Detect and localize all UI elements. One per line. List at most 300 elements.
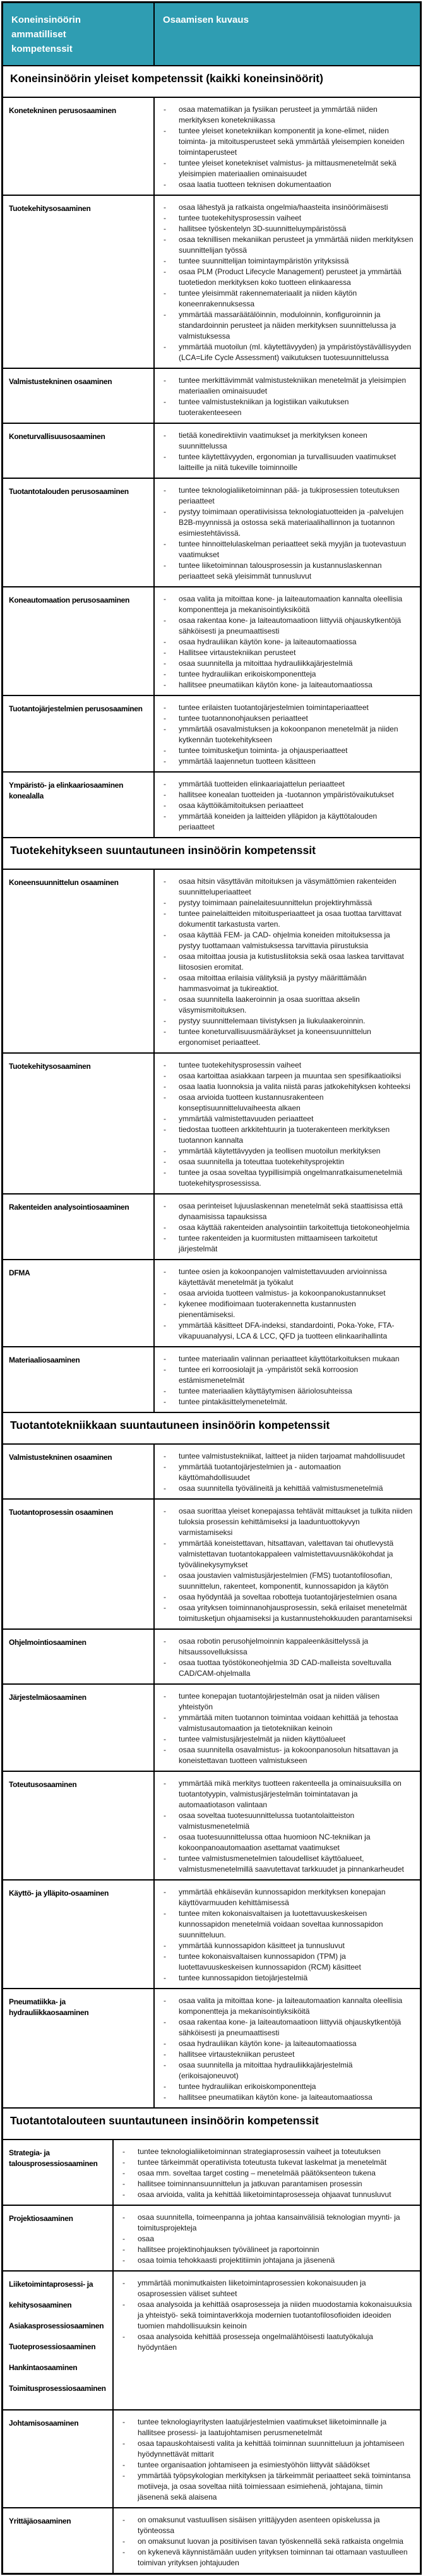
- row-label-line: Ympäristö- ja elinkaariosaaminen: [9, 781, 124, 790]
- bullet-item: [162, 1810, 415, 1832]
- row-description: [153, 1989, 420, 2107]
- bullet-dash: -: [122, 2158, 125, 2167]
- table-row: [3, 1259, 420, 1346]
- bullet-text: tuntee merkittävimmät valmistustekniikan menetelmät ja yleisimpien materiaalien ominaisuudet: [179, 376, 407, 395]
- bullet-item: [162, 1222, 415, 1233]
- bullet-text: tuntee tärkeimmät operatiivista toteutusta tukevat laskelmat ja menetelmät: [138, 2158, 387, 2167]
- bullet-dash: -: [164, 1223, 166, 1232]
- bullet-text: tuntee valmistusjärjestelmät ja niiden käyttöalueet: [179, 1735, 346, 1743]
- bullet-text: tuntee ja osaa soveltaa tyypillisimpiä ongelmanratkaisumenetelmiä tuotekehitysprosessissa.: [179, 1168, 403, 1188]
- bullet-item: [121, 2515, 415, 2536]
- bullet-text: osaa matematiikan ja fysiikan perusteet ja ymmärtää niiden merkityksen konetekniikassa: [179, 105, 378, 124]
- row-label: [3, 587, 153, 695]
- row-label-line: Järjestelmäosaaminen: [9, 1693, 86, 1702]
- row-label-line: Tuotekehitysosaaminen: [9, 1062, 91, 1071]
- bullet-text: tuntee yleiset konetekniikan komponentit ja kone-elimet, niiden toiminta- ja mitoitusperusteet sekä ymmärtää yleisempien koneiden toimintaperusteet: [179, 126, 405, 157]
- bullet-item: [121, 2179, 415, 2189]
- bullet-item: [162, 1157, 415, 1167]
- bullet-item: [162, 745, 415, 756]
- bullet-text: pystyy suunnittelemaan tiivistyksen ja liukulaakeroinnin.: [179, 1016, 366, 1025]
- bullet-dash: -: [164, 1027, 166, 1036]
- bullet-dash: -: [164, 714, 166, 723]
- bullet-item: [162, 800, 415, 811]
- bullet-item: [162, 310, 415, 342]
- bullet-text: tuntee yleisimmät rakennemateriaalit ja niiden käytön koneenrakennuksessa: [179, 289, 357, 308]
- table-row: [3, 771, 420, 837]
- bullet-text: osaa mitoittaa erilaisia välityksiä ja pystyy määrittämään hammasvoimat ja tukireaktiot.: [179, 973, 367, 993]
- bullet-dash: -: [164, 909, 166, 918]
- row-label-line: Käyttö- ja ylläpito-osaaminen: [9, 1889, 109, 1898]
- row-label-line: Koneautomaation perusosaaminen: [9, 596, 130, 605]
- bullet-item: [121, 2255, 415, 2266]
- bullet-text: hallitsee työskentelyn 3D-suunnitteluympäristössä: [179, 224, 347, 233]
- row-description: [153, 1054, 420, 1193]
- bullet-text: ymmärtää massaräätälöinnin, moduloinnin, konfiguroinnin ja standardoinnin perusteet ja näiden merkityksen suunnittelussa ja valmistuksessa: [179, 310, 396, 340]
- bullet-text: tuntee materiaalien käyttäytymisen ääriolosuhteissa: [179, 1387, 352, 1395]
- bullet-text: ymmärtää koneistettavan, hitsattavan, valettavan tai ohutlevystä valmistettavan tuotantokappaleen valmistettavuusnäkökohdat ja työvälinekysymykset: [179, 1539, 394, 1569]
- row-label-line: Toimitusprosessiosaaminen: [9, 2384, 106, 2393]
- bullet-item: [121, 2146, 415, 2157]
- bullet-item: [162, 1016, 415, 1026]
- bullet-item: [162, 430, 415, 452]
- bullet-dash: -: [164, 1941, 166, 1950]
- table-row: [3, 2507, 420, 2573]
- bullet-dash: -: [164, 1484, 166, 1493]
- bullet-dash: -: [164, 1854, 166, 1863]
- bullet-text: osaa arvioida tuotteen valmistus- ja kokoonpanokustannukset: [179, 1289, 386, 1297]
- bullet-dash: -: [122, 2332, 125, 2341]
- bullet-dash: -: [164, 1779, 166, 1788]
- bullet-text: tuntee painelaitteiden mitoitusperiaatteet ja osaa tuottaa tarvittavat dokumentit tarkastusta varten.: [179, 909, 402, 929]
- bullet-dash: -: [164, 877, 166, 886]
- bullet-text: ymmärtää osavalmistuksen ja kokoonpanon menetelmät ja niiden kytkennän tuotekehitykseen: [179, 725, 398, 744]
- row-description: [153, 1772, 420, 1879]
- bullet-text: osaa kartoittaa asiakkaan tarpeen ja muuntaa sen spesifikaatioiksi: [179, 1071, 402, 1080]
- bullet-text: osaa käyttää rakenteiden analysointiin tarkoitettuja tietokoneohjelmia: [179, 1223, 410, 1232]
- bullet-text: hallitsee virtaustekniikan perusteet: [179, 2050, 295, 2059]
- table-row: [3, 1193, 420, 1259]
- bullet-dash: -: [164, 126, 166, 135]
- bullet-item: [162, 179, 415, 190]
- bullet-dash: -: [164, 224, 166, 233]
- row-description: [153, 696, 420, 771]
- bullet-item: [162, 1233, 415, 1255]
- bullet-dash: -: [164, 637, 166, 646]
- bullet-text: osaa valita ja mitoittaa kone- ja laiteautomaation kannalta oleellisia komponentteja ja mekanisointiyksiköitä: [179, 594, 403, 614]
- bullet-text: osaa robotin perusohjelmoinnin kappaleenkäsittelyssä ja hitsaussovelluksissa: [179, 1637, 369, 1656]
- bullet-item: [162, 1778, 415, 1810]
- bullet-text: osaa teknillisen mekaniikan perusteet ja ymmärtää niiden merkityksen suunnittelijan työssä: [179, 235, 414, 255]
- bullet-item: [162, 658, 415, 669]
- bullet-dash: -: [164, 746, 166, 755]
- row-description: [153, 1347, 420, 1412]
- bullet-item: [162, 2049, 415, 2060]
- bullet-text: Hallitsee virtaustekniikan perusteet: [179, 648, 296, 657]
- row-label-line: hydrauliikkaosaaminen: [9, 2008, 89, 2017]
- bullet-text: tuntee osien ja kokoonpanojen valmistettavuuden arvioinnissa käytettävät menetelmät ja työkalut: [179, 1267, 387, 1287]
- bullet-item: [162, 288, 415, 310]
- bullet-dash: -: [164, 1909, 166, 1918]
- bullet-item: [162, 973, 415, 994]
- bullet-item: [121, 2417, 415, 2438]
- bullet-item: [121, 2332, 415, 2353]
- bullet-item: [162, 1832, 415, 1853]
- table-row: [3, 1683, 420, 1771]
- competence-table: [1, 1, 422, 2575]
- bullet-text: hallitsee konealan tuotteiden ja -tuotannon ympäristövaikutukset: [179, 790, 394, 799]
- bullet-dash: -: [164, 1082, 166, 1091]
- bullet-text: osaa perinteiset lujuuslaskennan menetelmät sekä staattisissa että dynaamisissa tapauksissa: [179, 1201, 403, 1221]
- bullet-item: [162, 485, 415, 507]
- table-row: [3, 1498, 420, 1628]
- bullet-item: [162, 594, 415, 615]
- bullet-text: osaa hydrauliikan käytön kone- ja laiteautomaatiossa: [179, 637, 357, 646]
- bullet-text: pystyy toimimaan operatiivisissa teknologiatuotteiden ja -palvelujen B2B-myynnissä ja ostossa sekä materiaalihallinnon ja tuotannon esimiestehtävissä.: [179, 507, 404, 538]
- bullet-item: [162, 560, 415, 582]
- bullet-item: [121, 2234, 415, 2244]
- row-label: [3, 196, 153, 368]
- bullet-dash: -: [164, 1735, 166, 1743]
- bullet-item: [162, 1071, 415, 1081]
- bullet-dash: -: [164, 680, 166, 689]
- bullet-text: tuntee eri korroosiolajit ja -ympäristöt sekä korroosion estämismenetelmät: [179, 1365, 359, 1385]
- row-description: [153, 1881, 420, 1988]
- row-label-line: Tuotantotalouden perusosaaminen: [9, 487, 129, 496]
- row-label-line: Ohjelmointiosaaminen: [9, 1638, 86, 1647]
- bullet-dash: -: [164, 703, 166, 712]
- bullet-item: [162, 1146, 415, 1157]
- bullet-dash: -: [164, 616, 166, 625]
- bullet-dash: -: [164, 930, 166, 939]
- bullet-item: [162, 2092, 415, 2103]
- bullet-dash: -: [122, 2256, 125, 2265]
- bullet-item: [121, 2460, 415, 2471]
- bullet-dash: -: [164, 507, 166, 516]
- row-label-line: Tuoteprosessiosaaminen: [9, 2342, 96, 2351]
- bullet-text: hallitsee projektinohjauksen työvälineet ja raportoinnin: [138, 2245, 319, 2254]
- bullet-text: osaa hyödyntää ja soveltaa robotteja tuotantojärjestelmien osana: [179, 1592, 397, 1601]
- row-label: [3, 1195, 153, 1259]
- bullet-item: [162, 647, 415, 658]
- row-label-line: Liiketoimintaprosessi- ja: [9, 2280, 93, 2289]
- bullet-item: [121, 2438, 415, 2460]
- row-label-line: Asiakasprosessiosaaminen: [9, 2321, 104, 2330]
- bullet-dash: -: [122, 2548, 125, 2556]
- row-label-line: Konetekninen perusosaaminen: [9, 106, 116, 115]
- bullet-item: [162, 2017, 415, 2038]
- bullet-item: [162, 790, 415, 800]
- header-title-line: Koneinsinöörin: [11, 15, 81, 25]
- bullet-text: ymmärtää käytettävyyden ja teollisen muotoilun merkityksen: [179, 1147, 381, 1155]
- row-label: [3, 2508, 112, 2573]
- bullet-item: [162, 539, 415, 560]
- bullet-text: tuntee erilaisten tuotantojärjestelmien toimintaperiaatteet: [179, 703, 369, 712]
- bullet-dash: -: [164, 1637, 166, 1646]
- bullet-dash: -: [164, 1299, 166, 1308]
- bullet-dash: -: [164, 180, 166, 189]
- section-rows: [3, 2140, 420, 2573]
- bullet-item: [121, 2278, 415, 2299]
- bullet-dash: -: [164, 539, 166, 548]
- row-label: [3, 696, 153, 771]
- row-label-line: Johtamisosaaminen: [9, 2419, 79, 2428]
- bullet-dash: -: [164, 1592, 166, 1601]
- bullet-text: osaa käyttää FEM- ja CAD- ohjelmia koneiden mitoituksessa ja pystyy tuottamaan valmistuksessa tarvittavia piirustuksia: [179, 930, 390, 950]
- bullet-dash: -: [164, 1387, 166, 1395]
- bullet-item: [121, 2212, 415, 2234]
- bullet-text: tuntee materiaalin valinnan periaatteet käyttötarkoituksen mukaan: [179, 1354, 400, 1363]
- bullet-text: ymmärtää käsitteet DFA-indeksi, standardointi, Poka-Yoke, FTA-vikapuuanalyysi, LCA & LCC, QFD ja tuotteen elinkaarihallinta: [179, 1321, 395, 1340]
- bullet-item: [162, 898, 415, 908]
- bullet-dash: -: [164, 779, 166, 788]
- bullet-dash: -: [164, 235, 166, 244]
- bullet-dash: -: [164, 1603, 166, 1612]
- bullet-text: tuntee teknologialiiketoiminnan pää- ja tukiprosessien toteutuksen periaatteet: [179, 486, 400, 505]
- row-label: [3, 1772, 153, 1879]
- bullet-item: [162, 1081, 415, 1092]
- bullet-dash: -: [164, 594, 166, 603]
- row-label: [3, 773, 153, 837]
- bullet-text: tuntee yleiset konetekniset valmistus- ja mittausmenetelmät sekä yleisimpien materiaalien ominaisuudet: [179, 159, 396, 178]
- row-label-line: Rakenteiden analysointiosaaminen: [9, 1203, 129, 1212]
- bullet-item: [162, 724, 415, 745]
- row-label: [3, 1881, 153, 1988]
- bullet-item: [162, 1483, 415, 1494]
- bullet-dash: -: [164, 757, 166, 766]
- bullet-item: [162, 452, 415, 473]
- row-label-line: Toteutusosaaminen: [9, 1780, 77, 1789]
- bullet-item: [162, 1853, 415, 1875]
- row-label-line: Tuotekehitysosaaminen: [9, 204, 91, 213]
- bullet-text: osaa suunnitella osavalmistus- ja kokoonpanosolun hitsattavan ja koneistettavan tuotteen valmistukseen: [179, 1745, 398, 1765]
- competence-section: [3, 837, 420, 1412]
- bullet-item: [162, 1092, 415, 1114]
- bullet-text: tuntee hydrauliikan erikoiskomponentteja: [179, 670, 316, 678]
- row-label: [3, 1054, 153, 1193]
- bullet-item: [162, 930, 415, 951]
- bullet-item: [162, 2038, 415, 2049]
- bullet-item: [162, 1462, 415, 1483]
- row-label-line: Valmistustekninen osaaminen: [9, 1453, 112, 1462]
- bullet-dash: -: [164, 995, 166, 1004]
- table-row: [3, 1346, 420, 1412]
- header-description-title: Osaamisen kuvaus: [163, 15, 249, 25]
- row-description: [153, 479, 420, 586]
- bullet-item: [162, 756, 415, 767]
- row-description: [153, 1685, 420, 1771]
- bullet-item: [162, 1288, 415, 1299]
- bullet-item: [162, 876, 415, 898]
- bullet-text: ymmärtää tuotteiden elinkaariajattelun periaatteet: [179, 779, 345, 788]
- row-description: [153, 196, 420, 368]
- bullet-item: [162, 951, 415, 973]
- bullet-text: osaa joustavien valmistusjärjestelmien (FMS) tuotantofilosofian, suunnittelun, rakenteet, komponentit, kunnossapidon ja käytön: [179, 1571, 393, 1591]
- bullet-item: [162, 1026, 415, 1048]
- bullet-item: [162, 2060, 415, 2081]
- bullet-dash: -: [164, 1168, 166, 1177]
- bullet-text: ymmärtää monimutkaisten liiketoimintaprosessien kokonaisuuden ja osaprosessien väliset suhteet: [138, 2278, 366, 2298]
- row-label-line: Hankintaosaaminen: [9, 2363, 78, 2372]
- bullet-dash: -: [164, 2093, 166, 2102]
- bullet-item: [121, 2168, 415, 2179]
- bullet-item: [162, 1267, 415, 1288]
- competence-section: [3, 65, 420, 837]
- bullet-text: tuntee kunnossapidon tietojärjestelmiä: [179, 1973, 308, 1982]
- bullet-dash: -: [164, 1354, 166, 1363]
- bullet-dash: -: [164, 1289, 166, 1297]
- bullet-item: [162, 2081, 415, 2092]
- bullet-dash: -: [164, 376, 166, 385]
- bullet-text: osaa suunnitella, toimeenpanna ja johtaa kansainvälisiä teknologian myynti- ja toimitusprojekteja: [138, 2213, 400, 2232]
- bullet-text: ymmärtää mikä merkitys tuotteen rakenteella ja ominaisuuksilla on tuotantotyypin, valmistusjärjestelmän toimintatavan ja automaatiotason valintaan: [179, 1779, 402, 1809]
- bullet-item: [162, 908, 415, 930]
- bullet-text: tuntee rakenteiden ja kuormitusten mittaamiseen tarkoitetut järjestelmät: [179, 1234, 378, 1253]
- row-label: [3, 1500, 153, 1628]
- bullet-item: [162, 104, 415, 126]
- bullet-item: [162, 1592, 415, 1603]
- bullet-dash: -: [164, 2018, 166, 2026]
- bullet-text: tuntee miten kokonaisvaltaisen ja luotettavuuskeskeisen kunnossapidon menetelmiä voidaan soveltaa kunnossapidon suunnitteluun.: [179, 1909, 383, 1939]
- bullet-dash: -: [164, 1321, 166, 1330]
- bullet-dash: -: [164, 801, 166, 810]
- bullet-text: ymmärtää ehkäisevän kunnossapidon merkityksen konepajan käyttövarmuuden kehittämisessä: [179, 1887, 386, 1907]
- table-row: [3, 2270, 420, 2409]
- bullet-dash: -: [164, 1016, 166, 1025]
- bullet-text: ymmärtää muotoilun (ml. käytettävyyden) ja ympäristöystävällisyyden (LCA=Life Cycle Assessment) vaikutuksen tuotesuunnittelussa: [179, 342, 412, 362]
- bullet-item: [121, 2157, 415, 2168]
- bullet-item: [162, 267, 415, 288]
- bullet-item: [162, 779, 415, 790]
- bullet-text: tuntee teknologialiiketoiminnan strategiaprosessin vaiheet ja toteutuksen: [138, 2147, 381, 2156]
- bullet-text: osaa valita ja mitoittaa kone- ja laiteautomaation kannalta oleellisia komponentteja ja mekanisointiyksiköitä: [179, 1996, 403, 2016]
- bullet-text: osaa soveltaa tuotesuunnittelussa tuotantolaitteiston valmistusmenetelmiä: [179, 1811, 355, 1831]
- table-row: [3, 1879, 420, 1988]
- bullet-text: ymmärtää koneiden ja laitteiden ylläpidon ja käyttötalouden periaatteet: [179, 812, 378, 831]
- bullet-dash: -: [164, 1365, 166, 1374]
- bullet-item: [162, 1397, 415, 1407]
- row-description: [112, 2508, 420, 2573]
- bullet-text: osaa laatia tuotteen teknisen dokumentaation: [179, 180, 331, 189]
- bullet-dash: -: [164, 659, 166, 668]
- bullet-item: [162, 615, 415, 637]
- bullet-text: tuntee hydrauliikan erikoiskomponentteja: [179, 2082, 316, 2091]
- bullet-item: [162, 1603, 415, 1624]
- row-label: [3, 479, 153, 586]
- bullet-dash: -: [164, 1571, 166, 1580]
- bullet-text: tuntee koneturvallisuusmääräykset ja koneensuunnittelun ergonomiset periaatteet.: [179, 1027, 371, 1047]
- row-label: [3, 2206, 112, 2270]
- row-label-line: DFMA: [9, 1268, 30, 1277]
- row-description: [153, 870, 420, 1052]
- bullet-dash: -: [164, 105, 166, 114]
- row-label: [3, 1347, 153, 1412]
- table-row: [3, 870, 420, 1052]
- bullet-text: tuntee hinnoittelulaskelman periaatteet sekä myyjän ja tuotevastuun vaatimukset: [179, 539, 407, 559]
- bullet-text: osaa toimia tehokkaasti projektitiimin johtajana ja jäsenenä: [138, 2256, 335, 2265]
- table-row: [3, 2205, 420, 2270]
- bullet-item: [162, 234, 415, 256]
- row-description: [153, 1260, 420, 1346]
- bullet-text: tuntee tuotannonohjauksen periaatteet: [179, 714, 308, 723]
- row-label: [3, 2140, 112, 2205]
- bullet-item: [162, 1114, 415, 1124]
- bullet-item: [162, 811, 415, 833]
- bullet-dash: -: [122, 2439, 125, 2448]
- row-label: [3, 1685, 153, 1771]
- bullet-text: osaa suunnitella ja mitoittaa hydrauliikkajärjestelmiä (erikoisajoneuvot): [179, 2061, 353, 2080]
- bullet-text: on omaksunut vastuullisen sisäisen yrittäjyyden asenteen opiskelussa ja työnteossa: [138, 2515, 380, 2535]
- bullet-dash: -: [164, 2039, 166, 2048]
- bullet-text: ymmärtää tuotantojärjestelmien ja - automaation käyttömahdollisuudet: [179, 1462, 341, 1482]
- bullet-text: on kykenevä käynnistämään uuden yrityksen toiminnan tai ottamaan vastuulleen toimivan yrityksen johtajuuden: [138, 2548, 408, 2567]
- row-description: [112, 2206, 420, 2270]
- bullet-dash: -: [164, 973, 166, 982]
- bullet-text: on omaksunut luovan ja positiivisen tavan työskennellä sekä ratkaista ongelmia: [138, 2537, 403, 2546]
- bullet-text: hallitsee toiminnansuunnittelun ja jatkuvan parantamisen prosessin: [138, 2179, 362, 2188]
- bullet-text: osaa arvioida tuotteen kustannusrakenteen konseptisuunnitteluvaiheesta alkaen: [179, 1093, 324, 1112]
- bullet-dash: -: [164, 267, 166, 276]
- bullet-text: tuntee käytettävyyden, ergonomian ja turvallisuuden vaatimukset laitteille ja niitä tukeville toiminnoille: [179, 452, 396, 472]
- table-row: [3, 478, 420, 586]
- row-label: [3, 870, 153, 1052]
- bullet-dash: -: [164, 214, 166, 222]
- bullet-item: [162, 1712, 415, 1734]
- bullet-item: [162, 202, 415, 213]
- table-row: [3, 1988, 420, 2107]
- bullet-item: [121, 2189, 415, 2200]
- bullet-dash: -: [164, 561, 166, 570]
- bullet-item: [162, 1320, 415, 1342]
- bullet-item: [162, 1451, 415, 1462]
- row-label: [3, 1630, 153, 1683]
- row-description: [153, 1195, 420, 1259]
- bullet-dash: -: [164, 1887, 166, 1896]
- bullet-item: [162, 224, 415, 234]
- row-label-line: Koneturvallisuusosaaminen: [9, 432, 105, 441]
- row-label: [3, 1260, 153, 1346]
- bullet-text: osaa suorittaa yleiset konepajassa tehtävät mittaukset ja tulkita niiden tuloksia prosessin kehittämiseksi ja laaduntuottokyvyn varmistamiseksi: [179, 1507, 413, 1537]
- row-label-line: Tuotantoprosessin osaaminen: [9, 1508, 114, 1517]
- row-label: [3, 369, 153, 423]
- bullet-dash: -: [164, 1201, 166, 1210]
- bullet-text: tuntee organisaation johtamiseen ja esimiestyöhön liittyvät säädökset: [138, 2460, 370, 2469]
- bullet-item: [121, 2244, 415, 2255]
- bullet-item: [162, 1636, 415, 1658]
- bullet-text: tuntee valmistustekniikan ja logistiikan vaikutuksen tuoterakenteeseen: [179, 397, 349, 417]
- bullet-dash: -: [164, 1061, 166, 1069]
- bullet-dash: -: [164, 1713, 166, 1722]
- bullet-dash: -: [164, 725, 166, 733]
- bullet-text: osaa lähestyä ja ratkaista ongelmia/haasteita insinöörimäisesti: [179, 203, 388, 212]
- bullet-dash: -: [122, 2471, 125, 2480]
- table-row: [3, 695, 420, 771]
- row-label-line: Strategia- ja: [9, 2148, 50, 2157]
- bullet-item: [162, 1364, 415, 1386]
- section-heading: Koneinsinöörin yleiset kompetenssit (kaikki koneinsinöörit): [3, 65, 420, 98]
- section-heading: Tuotekehitykseen suuntautuneen insinöörin kompetenssit: [3, 837, 420, 870]
- table-row: [3, 195, 420, 368]
- bullet-dash: -: [164, 397, 166, 406]
- bullet-text: osaa analysoida kehittää prosesseja ongelmalähtöisesti laatutyökaluja hyödyntäen: [138, 2332, 373, 2352]
- row-description: [153, 369, 420, 423]
- bullet-text: osaa käyttöikämitoituksen periaatteet: [179, 801, 304, 810]
- competence-section: [3, 1412, 420, 2107]
- row-label-line: Projektiosaaminen: [9, 2214, 73, 2223]
- bullet-text: tietää konedirektiivin vaatimukset ja merkityksen koneen suunnittelussa: [179, 431, 367, 450]
- bullet-text: osaa tapauskohtaisesti valita ja kehittää toiminnan suunnitteluun ja johtamiseen hyödynnettävät mittarit: [138, 2439, 405, 2459]
- bullet-dash: -: [164, 1397, 166, 1406]
- row-label: [3, 1445, 153, 1498]
